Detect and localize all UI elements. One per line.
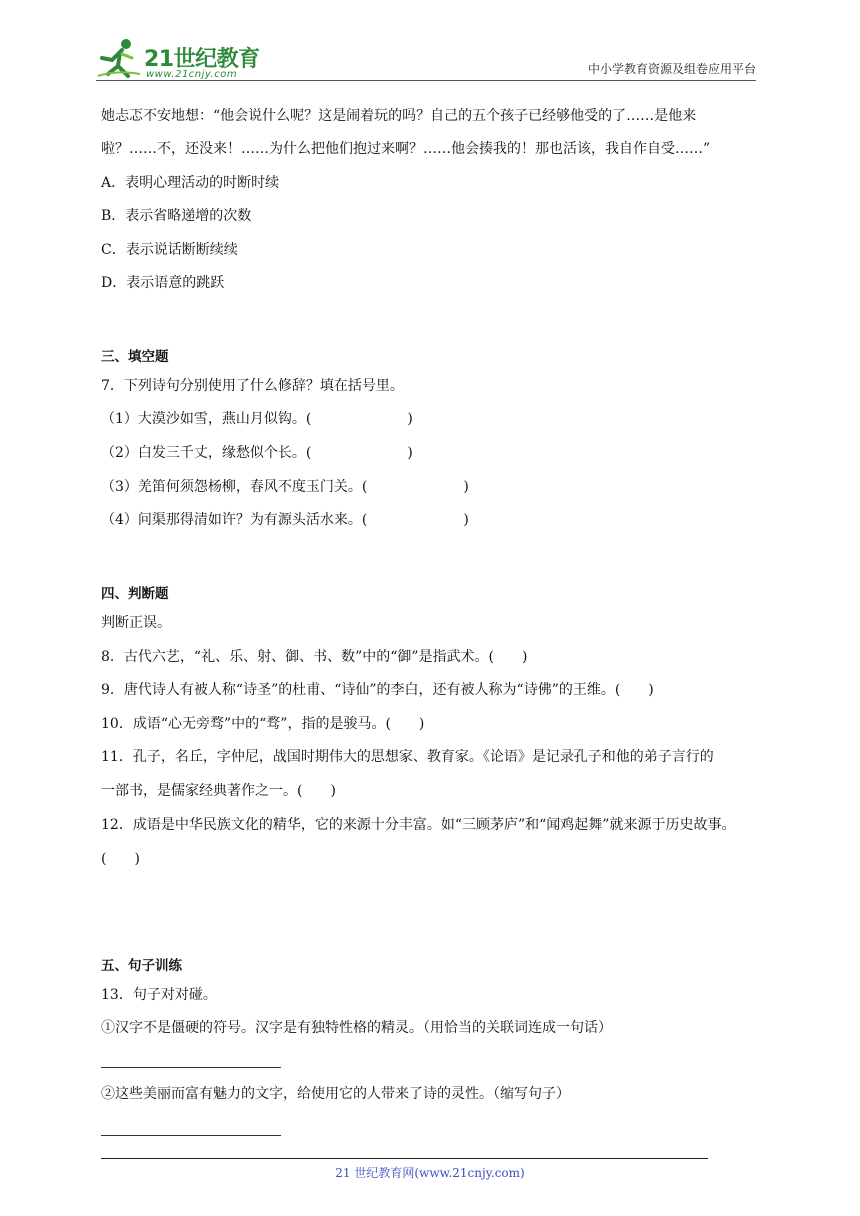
q13-item-2-answer-line[interactable] [101, 1135, 281, 1136]
q7-item-3-close: ) [463, 479, 469, 495]
q11-line-2: 一部书，是儒家经典著作之一。( ) [101, 783, 336, 799]
q11-line-1: 11．孔子，名丘，字仲尼，战国时期伟大的思想家、教育家。《论语》是记录孔子和他的弟子言行的 [101, 749, 714, 765]
q7-item-3 [101, 477, 469, 497]
q7-item-2-close: ) [407, 445, 413, 461]
q12-line-1: 12．成语是中华民族文化的精华，它的来源十分丰富。如“三顾茅庐”和“闻鸡起舞”就来源于历史故事。 [101, 817, 736, 833]
header-divider [96, 80, 756, 81]
q10: 10．成语“心无旁骛”中的“骛”，指的是骏马。( ) [101, 716, 425, 732]
q6-passage-line-2: 啦？……不，还没来！……为什么把他们抱过来啊？……他会揍我的！那也活该，我自作自受……” [101, 141, 711, 157]
q13-item-1-answer-line[interactable] [101, 1067, 281, 1068]
q13-item-1: ①汉字不是僵硬的符号。汉字是有独特性格的精灵。（用恰当的关联词连成一句话） [101, 1020, 612, 1036]
q13-item-2: ②这些美丽而富有魅力的文字，给使用它的人带来了诗的灵性。（缩写句子） [101, 1086, 570, 1102]
q7-item-1-text: （1）大漠沙如雪，燕山月似钩。( [101, 411, 312, 427]
q6-passage-line-1: 她忐忑不安地想：“他会说什么呢？这是闹着玩的吗？自己的五个孩子已经够他受的了……是他来 [101, 108, 697, 124]
q7-item-3-text: （3）羌笛何须怨杨柳，春风不度玉门关。( [101, 479, 368, 495]
q6-option-b: B．表示省略递增的次数 [101, 208, 252, 224]
q7-item-4-text: （4）问渠那得清如许？为有源头活水来。( [101, 512, 368, 528]
section-4-intro: 判断正误。 [101, 615, 171, 631]
q8: 8．古代六艺，“礼、乐、射、御、书、数”中的“御”是指武术。( ) [101, 649, 528, 665]
q6-option-c: C．表示说话断断续续 [101, 242, 238, 258]
q7-item-4 [101, 510, 469, 530]
q7-stem: 7．下列诗句分别使用了什么修辞？填在括号里。 [101, 378, 404, 394]
header-platform-title: 中小学教育资源及组卷应用平台 [587, 62, 756, 76]
running-figure-logo-icon [96, 36, 142, 82]
site-logo [96, 36, 266, 82]
footer-divider [101, 1158, 708, 1159]
logo-url-text: www.21cnjy.com [146, 69, 238, 80]
section-3-title: 三、填空题 [101, 349, 169, 365]
q7-item-1 [101, 409, 413, 429]
q6-option-a: A．表明心理活动的时断时续 [101, 175, 280, 191]
q13-stem: 13．句子对对碰。 [101, 987, 217, 1003]
q7-item-4-close: ) [463, 512, 469, 528]
logo-brand-text: 21世纪教育 [144, 47, 260, 72]
q9: 9．唐代诗人有被人称“诗圣”的杜甫、“诗仙”的李白，还有被人称为“诗佛”的王维。( ) [101, 682, 654, 698]
q12-line-2: ( ) [101, 851, 140, 867]
footer-text: 21 世纪教育网(www.21cnjy.com) [335, 1166, 525, 1180]
q7-item-2 [101, 443, 413, 463]
q6-option-d: D．表示语意的跳跃 [101, 275, 225, 291]
q7-item-2-text: （2）白发三千丈，缘愁似个长。( [101, 445, 312, 461]
section-5-title: 五、句子训练 [101, 958, 182, 974]
q7-item-1-close: ) [407, 411, 413, 427]
section-4-title: 四、判断题 [101, 586, 169, 602]
